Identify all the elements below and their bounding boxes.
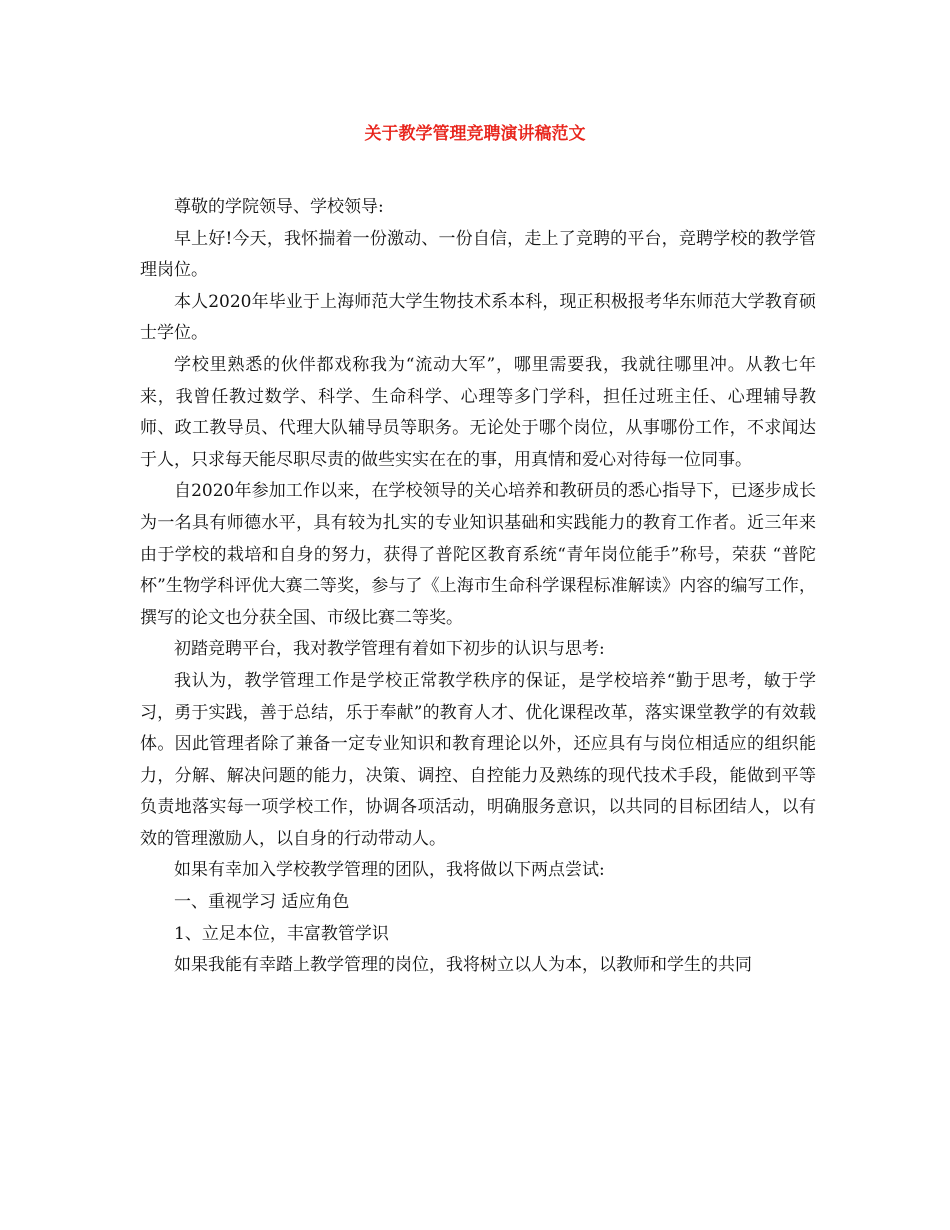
paragraph-education: 本人2020年毕业于上海师范大学生物技术系本科，现正积极报考华东师范大学教育硕士学位。: [140, 291, 816, 344]
paragraph-reflection: 我认为，教学管理工作是学校正常教学秩序的保证，是学校培养“勤于思考，敏于学习，勇于实践，善于总结，乐于奉献”的教育人才、优化课程改革，落实课堂教学的有效载体。因此管理者除了兼备一定专业知识和教育理论以外，还应具有与岗位相适应的组织能力，分解、解决问题的能力，决策、调控、自控能力及熟练的现代技术手段，能做到平等负责地落实每一项学校工作，协调各项活动，明确服务意识，以共同的目标团结人，以有效的管理激励人，以自身的行动带动人。: [140, 670, 816, 849]
paragraph-greeting: 尊敬的学院领导、学校领导:: [174, 197, 384, 217]
paragraph-plan-detail: 如果我能有幸踏上教学管理的岗位，我将树立以人为本，以教师和学生的共同: [174, 955, 752, 976]
paragraph-reflection-intro: 初踏竞聘平台，我对教学管理有着如下初步的认识与思考:: [174, 639, 605, 660]
heading-section-1: 一、重视学习 适应角色: [174, 892, 350, 913]
heading-subsection-1-1: 1、立足本位，丰富教管学识: [174, 923, 389, 944]
document-body: [140, 192, 816, 982]
paragraph-experience: 学校里熟悉的伙伴都戏称我为“流动大军”，哪里需要我，我就往哪里冲。从教七年来，我曾任教过数学、科学、生命科学、心理等多门学科，担任过班主任、心理辅导教师、政工教导员、代理大队辅导员等职务。无论处于哪个岗位，从事哪份工作，不求闻达于人，只求每天能尽职尽责的做些实实在在的事，用真情和爱心对待每一位同事。: [140, 354, 816, 470]
paragraph-achievements: 自2020年参加工作以来，在学校领导的关心培养和教研员的悉心指导下，已逐步成长为一名具有师德水平，具有较为扎实的专业知识基础和实践能力的教育工作者。近三年来由于学校的栽培和自身的努力，获得了普陀区教育系统“青年岗位能手”称号，荣获 “普陀杯”生物学科评优大赛二等奖，参与了《上海市生命科学课程标准解读》内容的编写工作，撰写的论文也分获全国、市级比赛二等奖。: [140, 481, 816, 628]
document-title: 关于教学管理竞聘演讲稿范文: [364, 124, 586, 144]
paragraph-plan-intro: 如果有幸加入学校教学管理的团队，我将做以下两点尝试:: [174, 860, 605, 881]
paragraph-opening: 早上好!今天，我怀揣着一份激动、一份自信，走上了竞聘的平台，竞聘学校的教学管理岗位。: [140, 228, 816, 281]
